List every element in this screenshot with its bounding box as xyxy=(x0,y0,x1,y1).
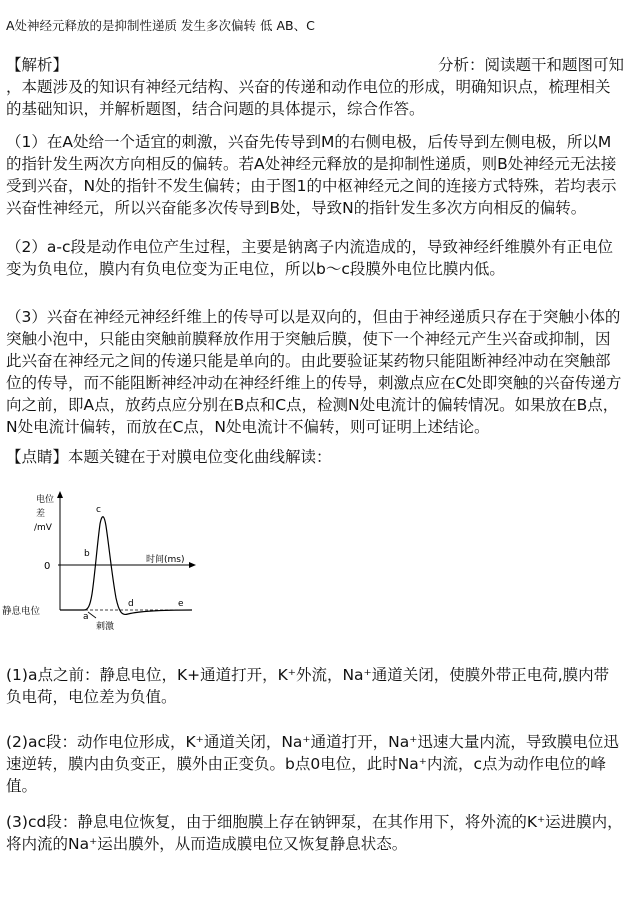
point-b: b xyxy=(84,549,90,559)
x-axis-arrow xyxy=(189,562,196,568)
x-axis-label: 时间(ms) xyxy=(146,555,185,565)
stimulus-arrow xyxy=(88,612,96,618)
point-c: c xyxy=(96,505,101,515)
y-axis-arrow xyxy=(57,491,63,498)
answer-3: （3）兴奋在神经元神经纤维上的传导可以是双向的，但由于神经递质只存在于突触小体的突触小泡中，只能由突触前膜释放作用于突触后膜，使下一个神经元产生兴奋或抑制，因此兴奋在神经元之间的传递只能是单向的。由此要验证某药物只能阻断神经冲动在突触部位的传导，而不能阻断神经冲动在神经纤维上的传导，刺激点应在C处即突触的兴奋传递方向之前，即A点，放药点应分别在B点和C点，检测N处电流计的偏转情况。如果放在B点，N处电流计偏转，而放在C点，N处电流计不偏转，则可证明上述结论。 xyxy=(6,308,622,436)
action-potential-curve xyxy=(60,517,192,615)
y-axis-label-1: 电位 xyxy=(36,495,55,505)
answer-1: （1）在A处给一个适宜的刺激，兴奋先传导到M的右侧电极，后传导到左侧电极，所以M的指针发生两次方向相反的偏转。若A处神经元释放的是抑制性递质，则B处神经元无法接受到兴奋，N处的指针不发生偏转；由于图1的中枢神经元之间的连接方式特殊，若均表示兴奋性神经元，所以兴奋能多次传导到B处，导致N的指针发生多次方向相反的偏转。 xyxy=(6,133,617,217)
analysis-prefix: 分析：阅读题干和题图可知 xyxy=(437,56,624,74)
analysis-label: 【解析】 xyxy=(6,56,69,74)
zero-label: 0 xyxy=(44,561,51,572)
answer-line: A处神经元释放的是抑制性递质 发生多次偏转 低 AB、C xyxy=(6,18,315,33)
stimulus-label: 刺激 xyxy=(96,622,115,632)
y-axis-label-2: 差 xyxy=(36,509,46,519)
resting-label: 静息电位 xyxy=(2,606,41,617)
y-axis-label-3: /mV xyxy=(34,523,52,533)
point-d: d xyxy=(128,599,134,609)
note-3: (3)cd段：静息电位恢复，由于细胞膜上存在钠钾泵，在其作用下，将外流的K⁺运进膜内，将内流的Na⁺运出膜外，从而造成膜电位又恢复静息状态。 xyxy=(6,813,623,853)
point-e: e xyxy=(178,599,184,609)
analysis-body: ，本题涉及的知识有神经元结构、兴奋的传递和动作电位的形成，明确知识点，梳理相关的基础知识，并解析题图，结合问题的具体提示，综合作答。 xyxy=(6,78,611,118)
point-a: a xyxy=(83,612,89,622)
analysis-section xyxy=(6,54,624,120)
note-2: (2)ac段：动作电位形成，K⁺通道关闭，Na⁺通道打开，Na⁺迅速大量内流，导致膜电位迅速逆转，膜内由负变正，膜外由正变负。b点0电位，此时Na⁺内流，c点为动作电位的峰值。 xyxy=(6,733,619,795)
note-1: (1)a点之前：静息电位，K+通道打开，K⁺外流，Na⁺通道关闭，使膜外带正电荷,膜内带负电荷，电位差为负值。 xyxy=(6,666,610,706)
key-point-heading: 【点睛】本题关键在于对膜电位变化曲线解读： xyxy=(6,448,332,466)
membrane-potential-figure xyxy=(0,486,200,638)
answer-2: （2）a-c段是动作电位产生过程，主要是钠离子内流造成的，导致神经纤维膜外有正电位变为负电位，膜内有负电位变为正电位，所以b～c段膜外电位比膜内低。 xyxy=(6,238,613,278)
